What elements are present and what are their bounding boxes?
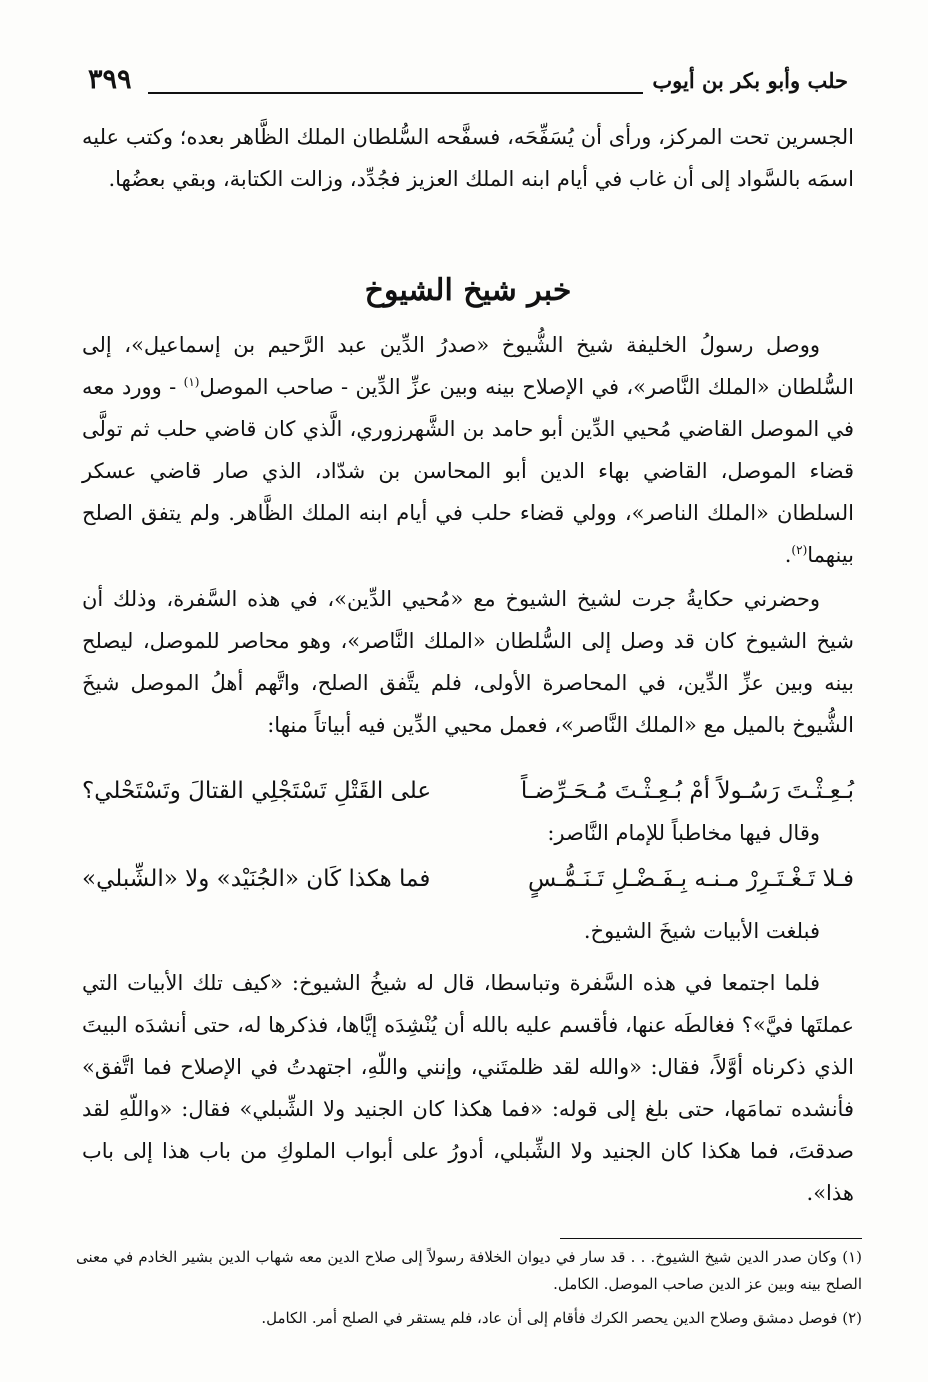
paragraph-1-block (82, 324, 854, 576)
paragraph-2-block (82, 578, 854, 746)
verse-2-caption-block (82, 910, 854, 952)
verse-1-caption: وقال فيها مخاطباً للإمام النَّاصر: (547, 821, 820, 845)
header-rule (148, 92, 643, 94)
paragraph-2: وحضرني حكايةُ جرت لشيخ الشيوخ مع «مُحيي الدِّين»، في هذه السَّفرة، وذلك أن شيخ الشيوخ كان قد وصل إلى السُّلطان «الملك النَّاصر»، وهو محاصر للموصل، ليصلح بينه وبين عزِّ الدِّين، في المحاصرة الأولى، فلم يتَّفق الصلح، واتَّهم أهلُ الموصل شيخَ الشُّيوخ بالميل مع «الملك النَّاصر»، فعمل محيي الدِّين فيه أبياتاً منها: (82, 587, 854, 737)
verse-2-second-hemistich: فما هكذا كَان «الجُنَيْد» ولا «الشِّبلي» (82, 866, 431, 892)
paragraph-1-part-c: . (784, 543, 792, 567)
opening-block (82, 116, 854, 200)
verse-1-first-hemistich: بُـعِـثْـتَ رَسُـولاً أمْ بُـعِـثْـتَ مُـحَـرِّضـاً (520, 778, 854, 804)
verse-1-second-hemistich: على القَتْلِ تَسْتَجْلِي القتالَ وتَسْتَحْلي؟ (82, 778, 432, 804)
verse-2-caption: فبلغت الأبيات شيخَ الشيوخ. (583, 919, 820, 943)
paragraph-3-block (82, 962, 854, 1214)
paragraph-3: فلما اجتمعا في هذه السَّفرة وتباسطا، قال له شيخُ الشيوخ: «كيف تلك الأبيات التي عملتَها فيَّ»؟ فغالطَه عنها، فأقسم عليه بالله أن يُنْشِدَه إيَّاها، فذكرها له، حتى أنشدَه البيتَ الذي ذكرناه أوَّلاً، فقال: «والله لقد ظلمتَني، وإنني واللّهِ، اجتهدتُ في الإصلاح فما اتَّفق» فأنشده تمامَها، حتى بلغ إلى قوله: «فما هكذا كان الجنيد ولا الشِّبلي» فقال: «واللّهِ لقد صدقتَ، فما هكذا كان الجنيد ولا الشِّبلي، أدورُ على أبواب الملوكِ من باب هذا إلى باب هذا». (82, 971, 854, 1205)
verse-1-caption-block (82, 812, 854, 854)
opening-paragraph: الجسرين تحت المركز، ورأى أن يُسَفِّحَه، فسفَّحه السُّلطان الملك الظَّاهر بعده؛ وكتب عليه اسمَه بالسَّواد إلى أن غاب في أيام ابنه الملك العزيز فجُدِّد، وزالت الكتابة، وبقي بعضُها. (82, 125, 854, 191)
footnote-2: (٢) فوصل دمشق وصلاح الدين يحصر الكرك فأقام إلى أن عاد، فلم يستقر في الصلح أمر. الكامل. (261, 1309, 862, 1327)
paragraph-1 (82, 324, 854, 576)
section-title-block (82, 266, 854, 316)
footnote-marker-2: (٢) (791, 543, 808, 557)
section-title: خبر شيخ الشيوخ (364, 273, 572, 308)
paragraph-1-part-a: ووصل رسولُ الخليفة شيخ الشُّيوخ «صدرُ الدِّين عبد الرَّحيم بن إسماعيل»، إلى السُّلطان «الملك النَّاصر»، في الإصلاح بينه وبين عزِّ الدِّين - صاحب الموصل (82, 333, 854, 399)
footnote-rule (560, 1238, 862, 1239)
running-title: حلب وأبو بكر بن أيوب (652, 68, 848, 93)
paragraph-1-part-b: - وورد معه في الموصل القاضي مُحيي الدِّين أبو حامد بن الشَّهرزوري، الَّذي كان قاضي حلب ثم تولَّى قضاء الموصل، القاضي بهاء الدين أبو المحاسن بن شدّاد، الذي صار قاضي عسكر السلطان «الملك الناصر»، وولي قضاء حلب في أيام ابنه الملك الظَّاهر. ولم يتفق الصلح بينهما (82, 375, 854, 567)
page-number: ٣٩٩ (88, 64, 132, 95)
verse-2-first-hemistich: فـلا تَـغْـتَـرِرْ مـنـه بِـفَـضْـلِ تَـنَـمُّـسٍ (527, 866, 854, 892)
footnote-marker-1: (١) (183, 375, 200, 389)
footnote-1: (١) وكان صدر الدين شيخ الشيوخ. . . قد سار في ديوان الخلافة رسولاً إلى صلاح الدين معه شهاب الدين بشير الخادم في معنى الصلح بينه وبين عز الدين صاحب الموصل. الكامل. (76, 1248, 862, 1293)
page-header (88, 62, 848, 102)
